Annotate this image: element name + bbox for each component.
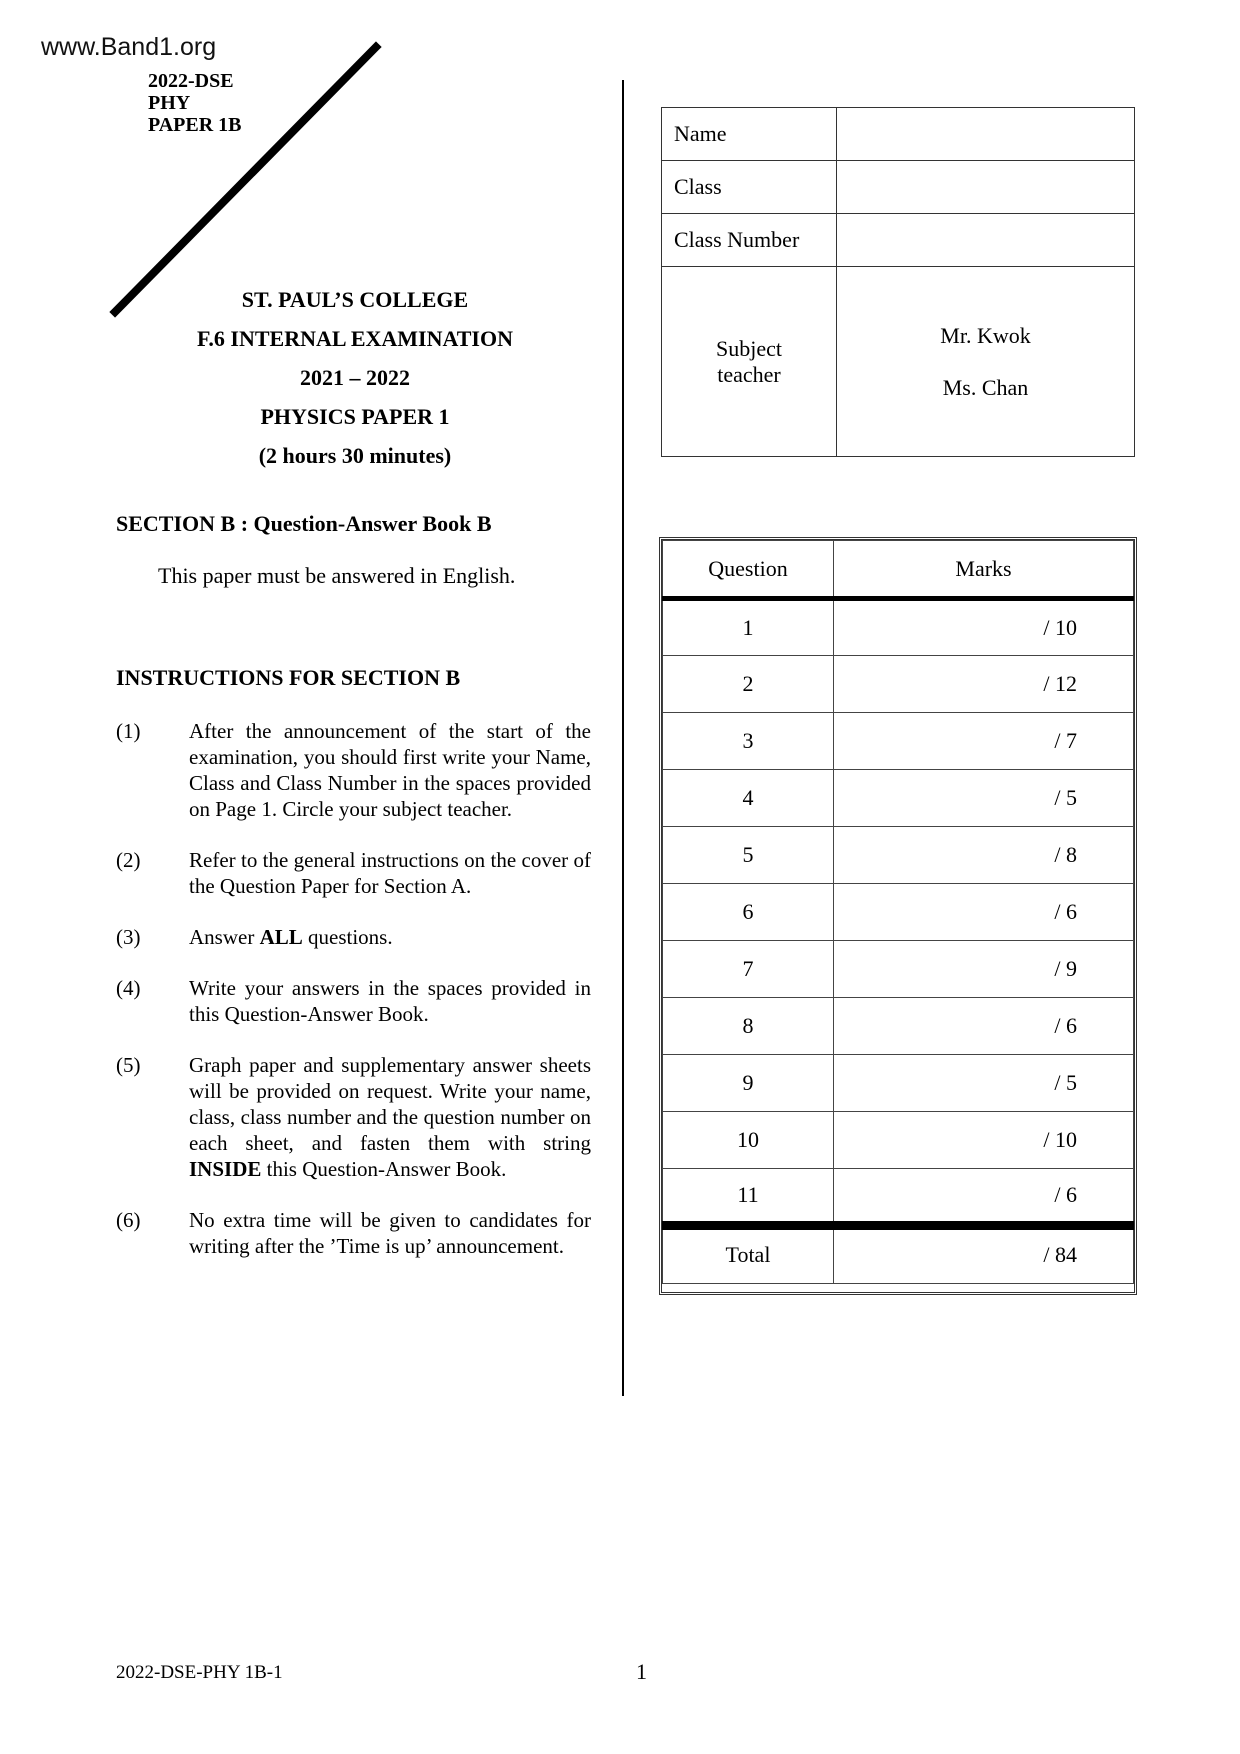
marks-cell[interactable]: / 6 xyxy=(834,998,1134,1055)
total-marks-cell[interactable]: / 84 xyxy=(834,1226,1134,1284)
exam-duration: (2 hours 30 minutes) xyxy=(258,443,452,468)
instruction-text-part: After the announcement of the start of the examination, you should first write your Name, Class and Class Number in the spaces provided on Page 1. Circle your subject teacher. xyxy=(189,719,591,821)
question-number-cell: 11 xyxy=(663,1169,834,1226)
marks-total-row xyxy=(663,1226,1134,1284)
question-number-cell: 1 xyxy=(663,599,834,656)
exam-name: F.6 INTERNAL EXAMINATION xyxy=(197,326,513,351)
column-divider xyxy=(622,80,624,1396)
marks-row xyxy=(663,998,1134,1055)
exam-title-block xyxy=(130,286,580,481)
paper-code-line: PHY xyxy=(148,92,191,114)
slash-line xyxy=(115,47,376,312)
teacher-option-kwok[interactable]: Mr. Kwok xyxy=(940,322,1031,348)
section-heading: SECTION B : Question-Answer Book B xyxy=(116,511,492,536)
teacher-option-chan[interactable]: Ms. Chan xyxy=(942,374,1029,400)
instruction-item xyxy=(116,975,591,1027)
marks-row xyxy=(663,713,1134,770)
instruction-number: (4) xyxy=(116,976,141,1000)
instruction-text-part: questions. xyxy=(302,925,393,949)
instruction-emphasis: INSIDE xyxy=(189,1157,262,1181)
instruction-text-part: No extra time will be given to candidates for writing after the ’Time is up’ announcement. xyxy=(189,1208,591,1258)
question-number-cell: 2 xyxy=(663,656,834,713)
marks-cell[interactable]: / 6 xyxy=(834,884,1134,941)
marks-cell[interactable]: / 12 xyxy=(834,656,1134,713)
class-label: Class xyxy=(662,161,837,214)
marks-row xyxy=(663,770,1134,827)
marks-cell[interactable]: / 6 xyxy=(834,1169,1134,1226)
marks-row xyxy=(663,884,1134,941)
diagonal-slash-mark xyxy=(0,0,400,320)
instruction-text xyxy=(189,718,591,822)
marks-row xyxy=(663,1055,1134,1112)
marks-cell[interactable]: / 7 xyxy=(834,713,1134,770)
class-number-label: Class Number xyxy=(662,214,837,267)
subject-teacher-label-line: teacher xyxy=(717,361,781,387)
marks-cell[interactable]: / 10 xyxy=(834,1112,1134,1169)
instructions-heading: INSTRUCTIONS FOR SECTION B xyxy=(116,665,461,690)
school-name: ST. PAUL’S COLLEGE xyxy=(241,287,469,312)
instruction-text xyxy=(189,924,591,950)
marks-row xyxy=(663,599,1134,656)
question-number-cell: 5 xyxy=(663,827,834,884)
question-number-cell: 10 xyxy=(663,1112,834,1169)
marks-cell[interactable]: / 8 xyxy=(834,827,1134,884)
paper-name: PHYSICS PAPER 1 xyxy=(260,404,450,429)
instruction-number: (3) xyxy=(116,925,141,949)
instruction-number: (6) xyxy=(116,1208,141,1232)
instruction-number: (2) xyxy=(116,848,141,872)
language-note: This paper must be answered in English. xyxy=(158,563,516,588)
instruction-emphasis: ALL xyxy=(259,925,303,949)
name-field[interactable] xyxy=(837,108,1135,161)
instruction-text xyxy=(189,1207,591,1259)
marks-table-header xyxy=(663,541,1134,599)
instruction-text xyxy=(189,1052,591,1182)
marks-row xyxy=(663,1169,1134,1226)
instruction-item xyxy=(116,847,591,899)
instruction-text-part: Answer xyxy=(189,925,260,949)
marks-cell[interactable]: / 10 xyxy=(834,599,1134,656)
question-header: Question xyxy=(663,541,834,599)
marks-cell[interactable]: / 9 xyxy=(834,941,1134,998)
marks-row xyxy=(663,656,1134,713)
instruction-text-part: Write your answers in the spaces provided in this Question-Answer Book. xyxy=(189,976,591,1026)
instruction-text-part: Refer to the general instructions on the cover of the Question Paper for Section A. xyxy=(189,848,591,898)
subject-teacher-label-line: Subject xyxy=(716,335,782,361)
class-field[interactable] xyxy=(837,161,1135,214)
total-label-cell: Total xyxy=(663,1226,834,1284)
teacher-options xyxy=(837,267,1135,457)
instruction-number: (1) xyxy=(116,719,141,743)
instruction-item xyxy=(116,924,591,950)
marks-header: Marks xyxy=(834,541,1134,599)
instruction-item xyxy=(116,718,591,822)
marks-row xyxy=(663,827,1134,884)
question-number-cell: 8 xyxy=(663,998,834,1055)
exam-year: 2021 – 2022 xyxy=(300,365,410,390)
marks-cell[interactable]: / 5 xyxy=(834,1055,1134,1112)
instructions-list xyxy=(116,718,591,1284)
instruction-item xyxy=(116,1052,591,1182)
instruction-item xyxy=(116,1207,591,1259)
instruction-text-part: Graph paper and supplementary answer sheets will be provided on request. Write your name, class, class number and the question number on each sheet, and fasten them with string xyxy=(189,1053,591,1155)
instruction-text-part: this Question-Answer Book. xyxy=(261,1157,507,1181)
instruction-number: (5) xyxy=(116,1053,141,1077)
paper-code-line: 2022-DSE xyxy=(148,70,234,92)
watermark-text: www.Band1.org xyxy=(41,33,217,61)
question-number-cell: 9 xyxy=(663,1055,834,1112)
marks-table xyxy=(662,540,1134,1284)
question-number-cell: 6 xyxy=(663,884,834,941)
paper-code-line: PAPER 1B xyxy=(148,114,242,136)
candidate-info-table xyxy=(661,107,1135,457)
instruction-text xyxy=(189,975,591,1027)
question-number-cell: 7 xyxy=(663,941,834,998)
question-number-cell: 4 xyxy=(663,770,834,827)
marks-row xyxy=(663,941,1134,998)
name-label: Name xyxy=(662,108,837,161)
footer-paper-code: 2022-DSE-PHY 1B-1 xyxy=(116,1662,283,1683)
marks-table-frame xyxy=(659,537,1137,1295)
subject-teacher-label xyxy=(662,267,837,457)
marks-row xyxy=(663,1112,1134,1169)
question-number-cell: 3 xyxy=(663,713,834,770)
instruction-text xyxy=(189,847,591,899)
class-number-field[interactable] xyxy=(837,214,1135,267)
marks-cell[interactable]: / 5 xyxy=(834,770,1134,827)
page-number: 1 xyxy=(636,1659,647,1684)
